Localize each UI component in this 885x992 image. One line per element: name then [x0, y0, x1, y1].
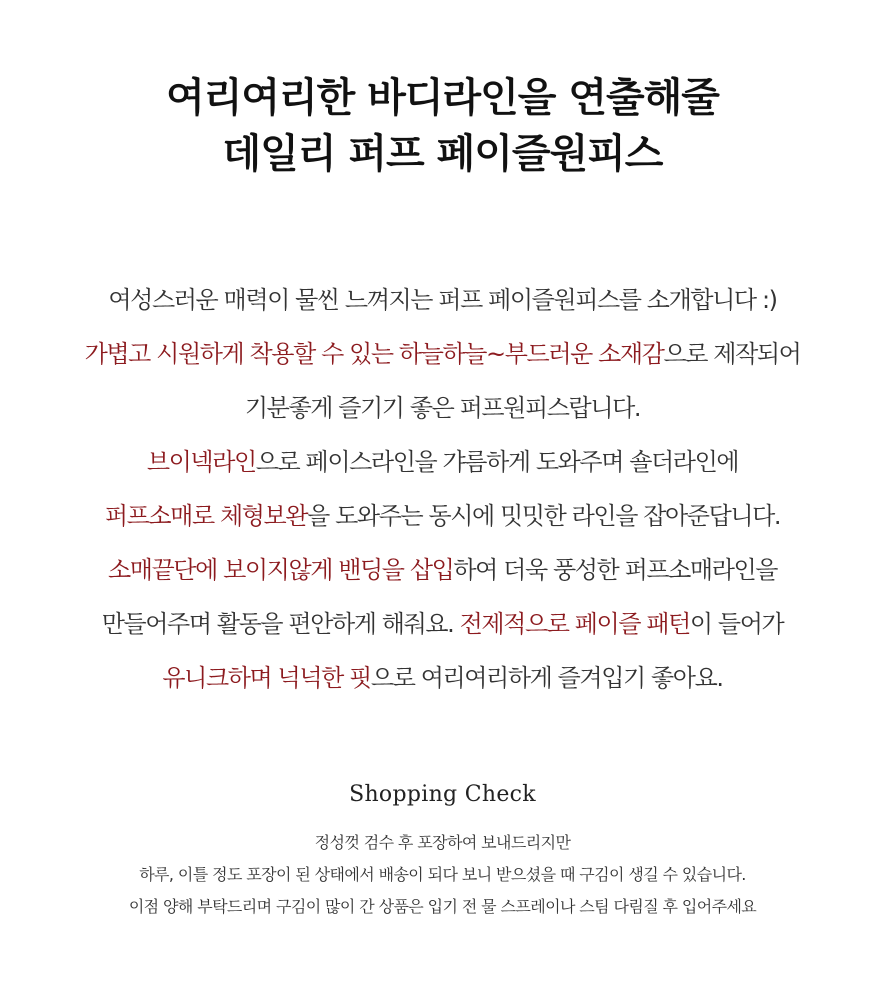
description-line — [0, 489, 885, 543]
body-text: 을 도와주는 동시에 밋밋한 라인을 잡아준답니다. — [307, 502, 781, 530]
body-text: 으로 제작되어 — [663, 340, 801, 368]
highlight-text: 가볍고 시원하게 착용할 수 있는 하늘하늘~부드러운 소재감 — [84, 340, 664, 368]
body-text: 으로 페이스라인을 갸름하게 도와주며 숄더라인에 — [255, 448, 739, 476]
highlight-text: 브이넥라인 — [146, 448, 256, 476]
description-line — [0, 435, 885, 489]
note-line: 정성껏 검수 후 포장하여 보내드리지만 — [314, 833, 571, 852]
page-title — [0, 70, 885, 182]
product-description — [0, 273, 885, 705]
note-line: 하루, 이틀 정도 포장이 된 상태에서 배송이 되다 보니 받으셨을 때 구김이 생길 수 있습니다. — [139, 865, 746, 884]
highlight-text: 퍼프소매로 체형보완 — [104, 502, 308, 530]
shopping-check-notes — [0, 827, 885, 923]
description-line — [0, 327, 885, 381]
description-line — [0, 651, 885, 705]
description-line — [0, 381, 885, 435]
description-line — [0, 597, 885, 651]
highlight-text: 유니크하며 넉넉한 핏 — [162, 664, 371, 692]
highlight-text: 전제적으로 페이즐 패턴 — [459, 610, 690, 638]
note-line: 이점 양해 부탁드리며 구김이 많이 간 상품은 입기 전 물 스프레이나 스팀 다림질 후 입어주세요 — [128, 897, 757, 916]
body-text: 만들어주며 활동을 편안하게 해줘요. — [101, 610, 460, 638]
title-line-2: 데일리 퍼프 페이즐원피스 — [222, 131, 663, 177]
body-text: 이 들어가 — [689, 610, 784, 638]
description-line — [0, 273, 885, 327]
body-text: 으로 여리여리하게 즐겨입기 좋아요. — [370, 664, 723, 692]
highlight-text: 소매끝단에 보이지않게 밴딩을 삽입 — [107, 556, 454, 584]
title-line-1: 여리여리한 바디라인을 연출해줄 — [166, 75, 719, 121]
body-text: 여성스러운 매력이 물씬 느껴지는 퍼프 페이즐원피스를 소개합니다 :) — [108, 286, 777, 314]
shopping-check-title: Shopping Check — [349, 782, 536, 807]
description-line — [0, 543, 885, 597]
body-text: 기분좋게 즐기기 좋은 퍼프원피스랍니다. — [244, 394, 641, 422]
body-text: 하여 더욱 풍성한 퍼프소매라인을 — [453, 556, 778, 584]
